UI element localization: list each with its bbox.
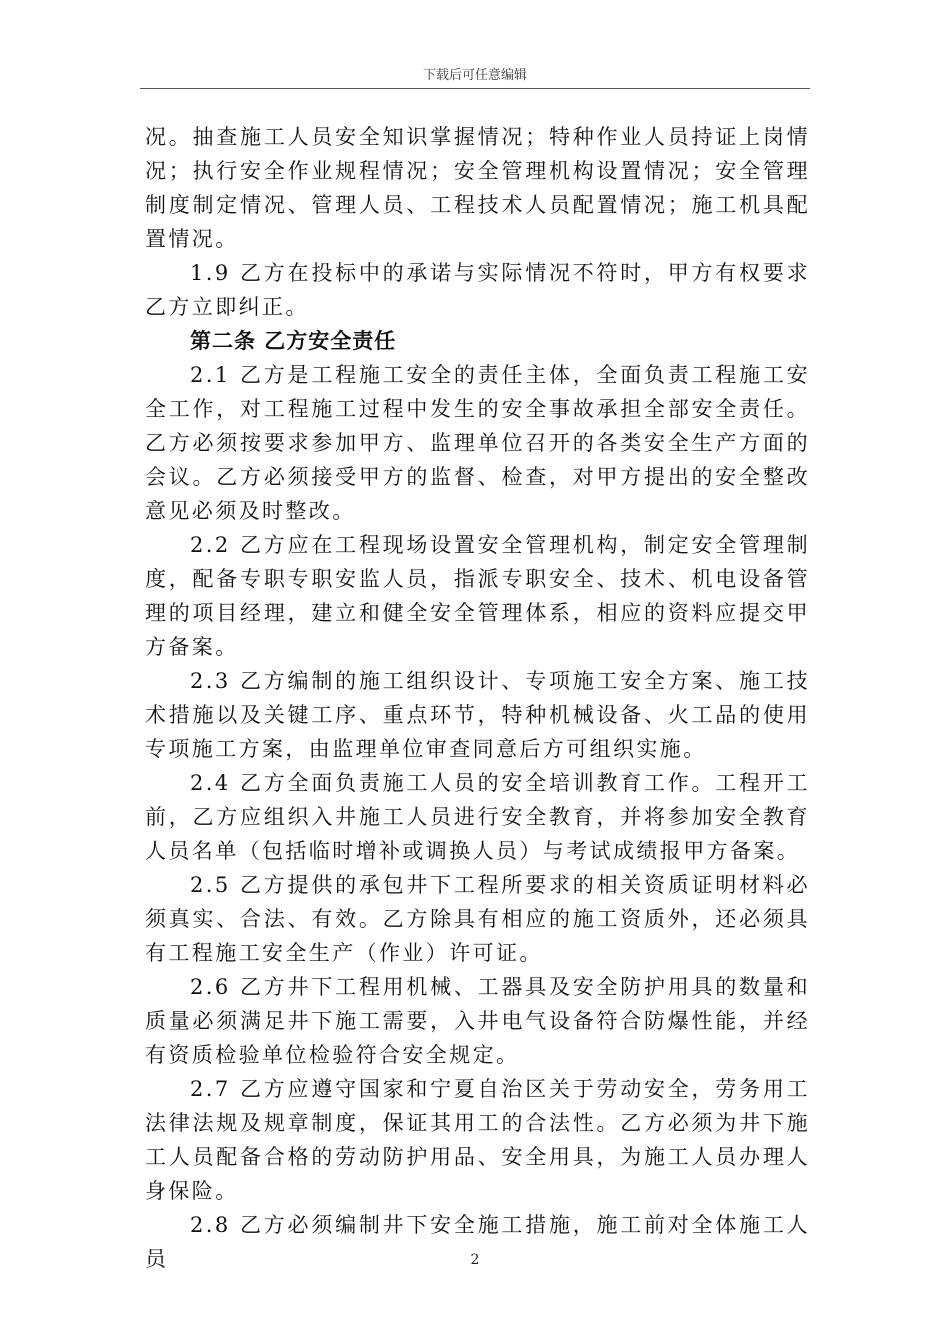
paragraph-1-9: 1.9 乙方在投标中的承诺与实际情况不符时，甲方有权要求乙方立即纠正。 xyxy=(145,261,810,319)
paragraph-2-7: 2.7 乙方应遵守国家和宁夏自治区关于劳动安全，劳务用工法律法规及规章制度，保证其用工的合法性。乙方必须为井下施工人员配备合格的劳动防护用品、安全用具，为施工人员办理人身保险。 xyxy=(145,1077,810,1203)
paragraph-2-3: 2.3 乙方编制的施工组织设计、专项施工安全方案、施工技术措施以及关键工序、重点环节，特种机械设备、火工品的使用专项施工方案，由监理单位审查同意后方可组织实施。 xyxy=(145,669,810,761)
page-header: 下载后可任意编辑 xyxy=(422,68,527,83)
paragraph-continuation: 况。抽查施工人员安全知识掌握情况；特种作业人员持证上岗情况；执行安全作业规程情况；安全管理机构设置情况；安全管理制度制定情况、管理人员、工程技术人员配置情况；施工机具配置情况。 xyxy=(145,125,810,251)
paragraph-2-6: 2.6 乙方井下工程用机械、工器具及安全防护用具的数量和质量必须满足井下施工需要，入井电气设备符合防爆性能，并经有资质检验单位检验符合安全规定。 xyxy=(145,975,810,1067)
paragraph-2-8: 2.8 乙方必须编制井下安全施工措施，施工前对全体施工人员 xyxy=(145,1213,810,1271)
document-body xyxy=(145,120,810,1276)
page-number: 2 xyxy=(470,1252,480,1268)
section-heading-article-2: 第二条 乙方安全责任 xyxy=(190,328,397,353)
paragraph-2-2: 2.2 乙方应在工程现场设置安全管理机构，制定安全管理制度，配备专职专职安监人员，指派专职安全、技术、机电设备管理的项目经理，建立和健全安全管理体系，相应的资料应提交甲方备案。 xyxy=(145,533,810,659)
paragraph-2-5: 2.5 乙方提供的承包井下工程所要求的相关资质证明材料必须真实、合法、有效。乙方除具有相应的施工资质外，还必须具有工程施工安全生产（作业）许可证。 xyxy=(145,873,810,965)
header-divider xyxy=(140,88,810,89)
paragraph-2-1: 2.1 乙方是工程施工安全的责任主体，全面负责工程施工安全工作，对工程施工过程中发生的安全事故承担全部安全责任。乙方必须按要求参加甲方、监理单位召开的各类安全生产方面的会议。乙方必须接受甲方的监督、检查，对甲方提出的安全整改意见必须及时整改。 xyxy=(145,363,810,523)
paragraph-2-4: 2.4 乙方全面负责施工人员的安全培训教育工作。工程开工前，乙方应组织入井施工人员进行安全教育，并将参加安全教育人员名单（包括临时增补或调换人员）与考试成绩报甲方备案。 xyxy=(145,771,810,863)
